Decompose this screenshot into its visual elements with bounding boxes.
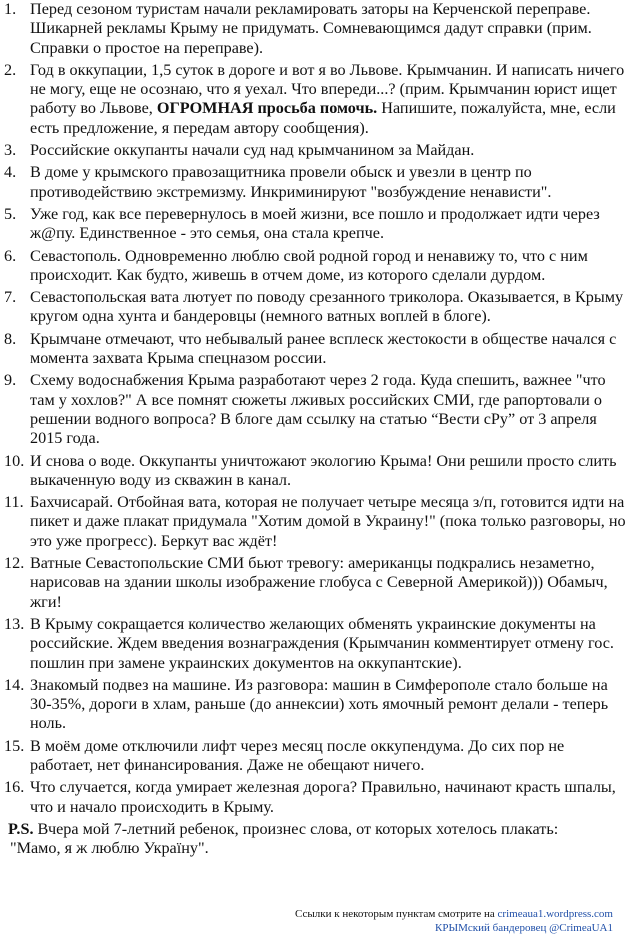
item-number: 14. [4,675,25,694]
item-text: Бахчисарай. Отбойная вата, которая не получает четыре месяца з/п, готовится идти на пикет и даже плакат придумала "Хотим домой в Украину!" (пока только разговоры, но это уже прогресс). Беркут вас ждёт! [30,493,626,550]
item-number: 15. [4,736,25,755]
item-number: 11. [4,493,24,512]
item-text: Уже год, как все перевернулось в моей жизни, все пошло и продолжает идти через ж@пу. Единственное - это семья, она стала крепче. [30,204,600,243]
item-text: Российские оккупанты начали суд над крымчанином за Майдан. [30,141,475,160]
item-number: 6. [4,246,17,265]
list-item-7 [0,288,639,327]
list-item-11 [0,493,639,551]
footer-credit: КРЫМский бандеровец @CrimeaUA1 [435,922,613,934]
item-number: 9. [4,371,17,390]
list-item-6 [0,247,639,286]
item-text-bold: ОГРОМНАЯ просьба помочь. [156,99,378,118]
item-text-after: Напишите, пожалуйста, мне, если есть предложение, я передам автору сообщения). [30,99,616,137]
list-item-4 [0,163,639,202]
item-number: 5. [4,204,17,223]
item-number: 1. [4,0,17,18]
item-text: Крымчане отмечают, что небывалый ранее всплеск жестокости в обществе начался с момента захвата Крыма спецназом россии. [30,329,617,368]
postscript [0,820,639,859]
item-text [30,61,631,138]
item-text: Знакомый подвез на машине. Из разговора: машин в Симферополе стало больше на 30-35%, дороги в хлам, раньше (до аннексии) хоть ямочный ремонт делали - теперь ноль. [30,675,609,733]
item-text: В Крыму сокращается количество желающих обменять украинские документы на российские. Ждем введения вознаграждения (Крымчанин комментирует отмену гос. пошлин при замене украинских документов на оккупантские). [30,614,614,672]
list-item-15 [0,737,639,776]
item-text: Что случается, когда умирает железная дорога? Правильно, начинают красть шпалы, что и начало происходить в Крыму. [30,778,616,816]
postscript-label: P.S. [8,819,34,838]
list-item-3 [0,141,639,160]
item-number: 10. [4,451,25,470]
item-number: 13. [4,614,25,633]
item-number: 3. [4,141,17,160]
list-item-9 [0,371,639,448]
item-text: В доме у крымского правозащитника провели обыск и увезли в центр по противодействию экстремизму. Инкриминируют "возбуждение ненависти". [30,163,552,201]
list-item-14 [0,676,639,734]
list-item-10 [0,452,639,491]
item-number: 16. [4,778,25,797]
item-number: 4. [4,163,17,182]
list-item-2 [0,61,639,138]
item-text: Схему водоснабжения Крыма разработают через 2 года. Куда спешить, важнее "что там у хохлов?" А все помнят сюжеты лживых российских СМИ, где рапортовали о решении водного вопроса? В блоге дам ссылку на статью “Вести сРу” от 3 апреля 2015 года. [30,371,606,448]
footer [295,907,613,935]
list-item-16 [0,778,639,817]
item-text: Севастополь. Одновременно люблю свой родной город и ненавижу то, что с ним происходит. Как будто, живешь в отчем доме, из которого сделали дурдом. [30,246,588,284]
item-number: 7. [4,288,17,307]
item-number: 12. [4,554,25,573]
item-text: В моём доме отключили лифт через месяц после оккупендума. До сих пор не работает, нет финансирования. Даже не обещают ничего. [30,736,565,774]
list-item-12 [0,554,639,612]
list-item-13 [0,615,639,673]
item-text: Севастопольская вата лютует по поводу срезанного триколора. Оказывается, в Крыму кругом одна хунта и бандеровцы (немного ватных воплей в блоге). [30,288,624,326]
item-text: И снова о воде. Оккупанты уничтожают экологию Крыма! Они решили просто слить выкаченную воду из скважин в канал. [30,451,617,489]
item-text: Ватные Севастопольские СМИ бьют тревогу: американцы подкрались незаметно, нарисовав на здании школы изображение глобуса с Северной Америкой))) Обамыч, жги! [30,554,608,611]
postscript-quote: "Мамо, я ж люблю Україну". [10,839,209,858]
list-item-1 [0,0,639,58]
item-number: 8. [4,329,17,348]
list-item-8 [0,330,639,369]
item-text-before: Год в оккупации, 1,5 суток в дороге и вот я во Львове. Крымчанин. И написать ничего не могу, еще не осознаю, что я уехал. Что впереди...? (прим. Крымчанин юрист ищет работу во Львове, [30,60,625,118]
footer-links-text: Ссылки к некоторым пунктам смотрите на [295,908,498,920]
postscript-text: Вчера мой 7-летний ребенок, произнес слова, от которых хотелось плакать: [33,819,559,838]
footer-link[interactable]: crimeaua1.wordpress.com [497,908,613,920]
item-number: 2. [4,60,17,79]
list-item-5 [0,205,639,244]
item-text: Перед сезоном туристам начали рекламировать заторы на Керченской переправе. Шикарней рекламы Крыму не придумать. Сомневающимся дадут справки (прим. Справки о простое на переправе). [30,0,592,57]
